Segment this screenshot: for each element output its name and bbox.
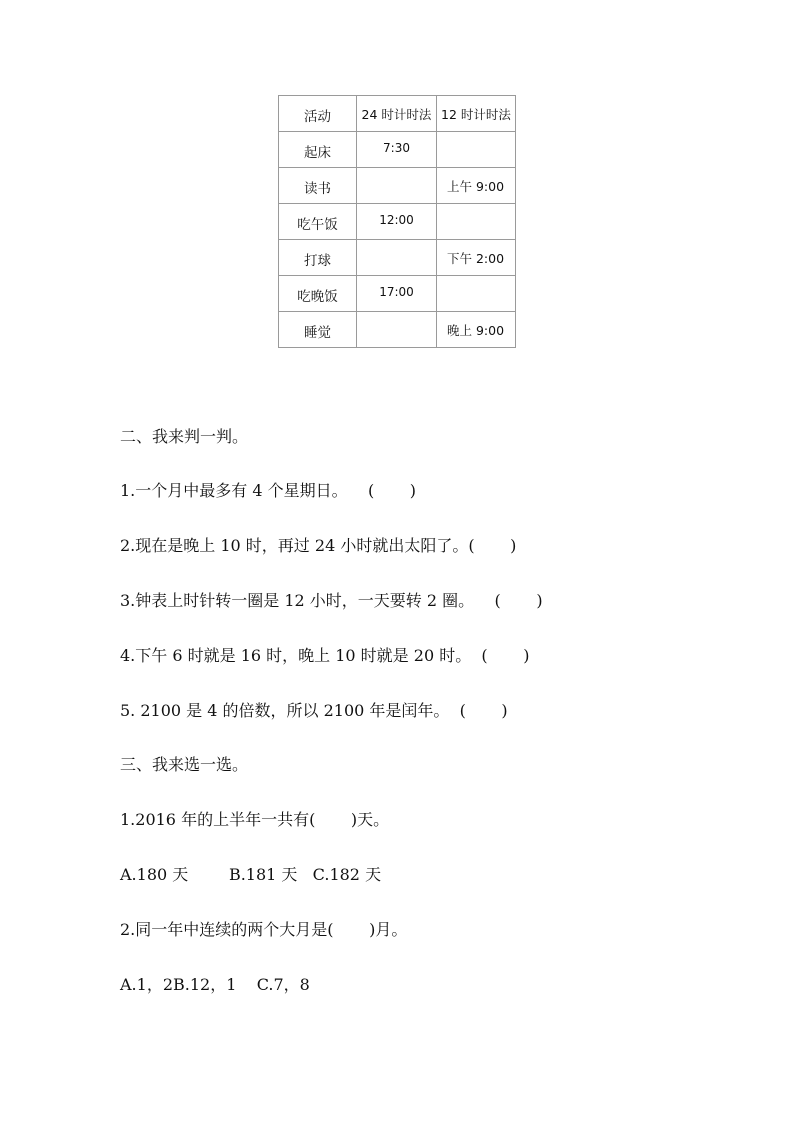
table-cell: 下午 2:00 [437, 240, 516, 276]
table-cell: 吃晚饭 [279, 276, 357, 312]
time-conversion-table [278, 95, 516, 348]
choice-question-1-options: A.180 天 B.181 天 C.182 天 [120, 865, 382, 884]
table-cell: 晚上 9:00 [437, 312, 516, 348]
judge-question-3: 3.钟表上时针转一圈是 12 小时，一天要转 2 圈。 ( ) [120, 591, 543, 610]
choice-question-2-options: A.1，2B.12，1 C.7，8 [120, 975, 310, 994]
table-cell [437, 132, 516, 168]
table-row [279, 132, 516, 168]
table-cell: 吃午饭 [279, 204, 357, 240]
table-cell: 读书 [279, 168, 357, 204]
header-24h: 24 时计时法 [357, 96, 437, 132]
table-cell: 7:30 [357, 132, 437, 168]
table-cell: 17:00 [357, 276, 437, 312]
table-cell [357, 168, 437, 204]
table-row [279, 168, 516, 204]
table-cell: 打球 [279, 240, 357, 276]
judge-question-5: 5. 2100 是 4 的倍数，所以 2100 年是闰年。 ( ) [120, 701, 508, 720]
header-12h: 12 时计时法 [437, 96, 516, 132]
table-cell: 起床 [279, 132, 357, 168]
section-2-title: 二、我来判一判。 [120, 427, 249, 446]
header-activity: 活动 [279, 96, 357, 132]
table-row [279, 204, 516, 240]
judge-question-2: 2.现在是晚上 10 时，再过 24 小时就出太阳了。( ) [120, 536, 517, 555]
table-cell: 睡觉 [279, 312, 357, 348]
table-cell [437, 276, 516, 312]
table-cell: 上午 9:00 [437, 168, 516, 204]
table-row [279, 276, 516, 312]
section-3-title: 三、我来选一选。 [120, 755, 249, 774]
table-cell [357, 312, 437, 348]
table-row [279, 240, 516, 276]
table-cell: 12:00 [357, 204, 437, 240]
choice-question-1: 1.2016 年的上半年一共有( )天。 [120, 810, 390, 829]
table-row [279, 312, 516, 348]
judge-question-4: 4.下午 6 时就是 16 时，晚上 10 时就是 20 时。 ( ) [120, 646, 530, 665]
table-cell [357, 240, 437, 276]
table-header-row [279, 96, 516, 132]
choice-question-2: 2.同一年中连续的两个大月是( )月。 [120, 920, 408, 939]
table-cell [437, 204, 516, 240]
judge-question-1: 1.一个月中最多有 4 个星期日。 ( ) [120, 481, 417, 500]
